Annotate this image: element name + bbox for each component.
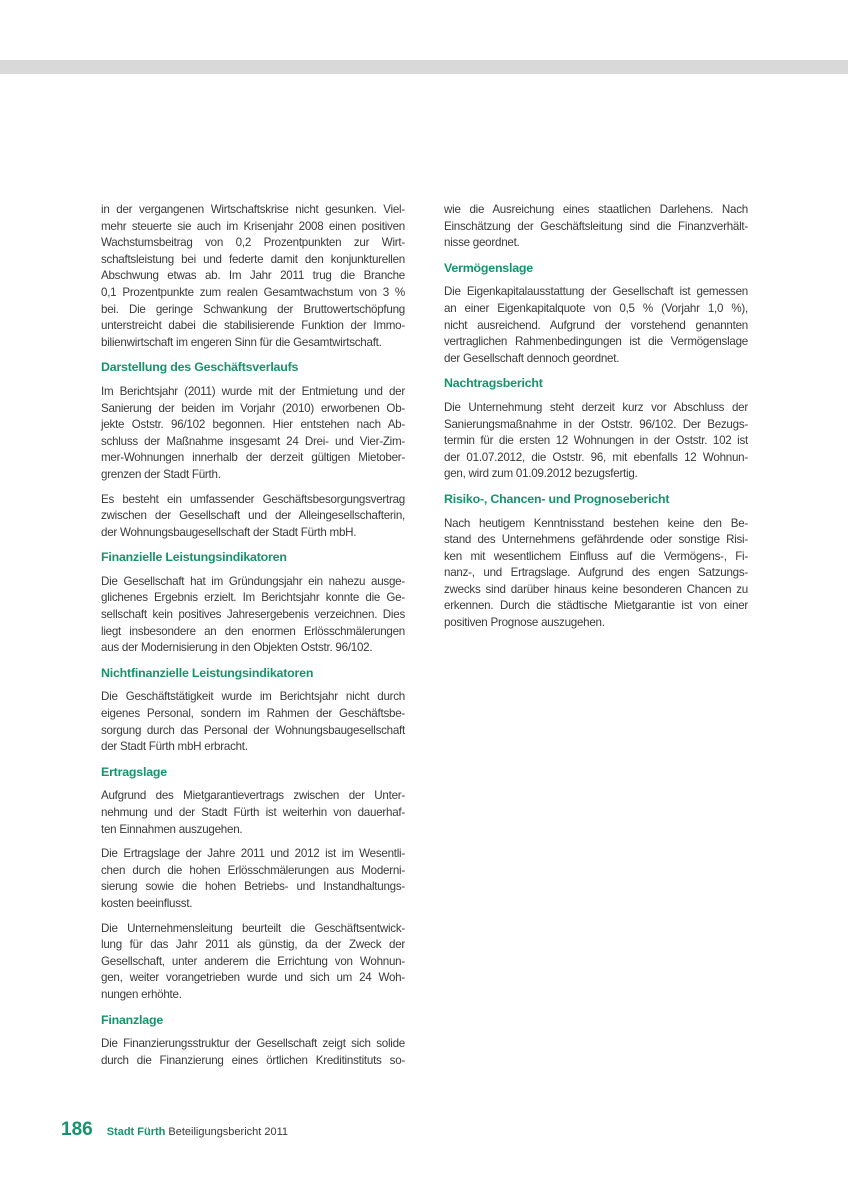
text-line: Die Geschäftstätigkeit wurde im Berichtsjahr nicht durch xyxy=(101,690,405,704)
footer-brand: Stadt Fürth xyxy=(106,1126,166,1138)
section-heading: Vermögenslage xyxy=(444,260,533,275)
text-line: Nach heutigem Kenntnisstand bestehen keine den Be- xyxy=(444,516,748,530)
text-line: Die Finanzierungsstruktur der Gesellschaft zeigt sich solide xyxy=(101,1037,405,1051)
text-line: gen, wird zum 01.09.2012 bezugsfertig. xyxy=(444,467,638,481)
text-line: sorgung durch das Personal der Wohnungsbaugesellschaft xyxy=(101,723,405,737)
text-line: termin für die ersten 12 Wohnungen in der Oststr. 102 ist xyxy=(444,434,748,448)
text-line: jekte Oststr. 96/102 begonnen. Hier entstehen nach Ab- xyxy=(101,418,405,432)
section-heading: Darstellung des Geschäftsverlaufs xyxy=(101,360,299,375)
text-line: eigenes Personal, sondern im Rahmen der Geschäftsbe- xyxy=(101,707,405,721)
text-line: ten Einnahmen auszugehen. xyxy=(101,822,243,836)
text-line: lung für das Jahr 2011 als günstig, da der Zweck der xyxy=(101,938,405,952)
text-line: der Stadt Fürth mbH erbracht. xyxy=(101,740,248,754)
header-bar xyxy=(0,60,848,74)
paragraph xyxy=(101,846,405,912)
text-line: Die Unternehmung steht derzeit kurz vor Abschluss der xyxy=(444,400,748,414)
footer-caption xyxy=(107,1122,288,1140)
section-heading: Finanzlage xyxy=(101,1012,164,1027)
text-line: schaftsleistung bei und federte damit den konjunkturellen xyxy=(101,252,405,266)
text-line: positiven Prognose auszugehen. xyxy=(444,616,605,630)
section-heading: Ertragslage xyxy=(101,764,167,779)
text-column-right xyxy=(444,202,748,640)
text-line: Die Eigenkapitalausstattung der Gesellschaft ist gemessen xyxy=(444,285,748,299)
text-line: bei. Die geringe Schwankung der Bruttowertschöpfung xyxy=(101,302,405,316)
paragraph xyxy=(101,788,405,838)
text-line: chen durch die hohen Erlösschmälerungen aus Moderni- xyxy=(101,863,405,877)
text-line: zwecks sind darüber hinaus keine besonderen Chancen zu xyxy=(444,582,748,596)
paragraph xyxy=(101,384,405,484)
page-footer xyxy=(61,1119,288,1141)
text-line: Gesellschaft, unter anderem die Errichtung von Wohnun- xyxy=(101,954,405,968)
text-line: Einschätzung der Geschäftsleitung sind die Finanzverhält- xyxy=(444,219,748,233)
text-line: Sanierung der beiden im Vorjahr (2010) erworbenen Ob- xyxy=(101,401,405,415)
text-line: kosten beeinflusst. xyxy=(101,896,193,910)
text-line: ken mit wesentlichem Einfluss auf die Vermögens-, Fi- xyxy=(444,549,748,563)
text-line: Aufgrund des Mietgarantievertrags zwischen der Unter- xyxy=(101,789,405,803)
text-line: Es besteht ein umfassender Geschäftsbesorgungsvertrag xyxy=(101,492,405,506)
text-line: in der vergangenen Wirtschaftskrise nicht gesunken. Viel- xyxy=(101,203,405,216)
paragraph xyxy=(101,921,405,1004)
section-heading: Finanzielle Leistungsindikatoren xyxy=(101,550,287,565)
section-heading: Risiko-, Chancen- und Prognosebericht xyxy=(444,491,670,506)
text-line: glichenes Ergebnis erzielt. Im Berichtsjahr konnte die Ge- xyxy=(101,591,405,605)
text-line: durch die Finanzierung eines örtlichen Kreditinstituts so- xyxy=(101,1053,405,1067)
text-line: stand des Unternehmens gefährdende oder sonstige Risi- xyxy=(444,533,748,547)
text-line: nanz-, und Ertragslage. Aufgrund des engen Satzungs- xyxy=(444,566,748,580)
text-line: der Gesellschaft dennoch geordnet. xyxy=(444,351,620,365)
text-column-left xyxy=(101,202,405,1077)
page-number: 186 xyxy=(61,1119,93,1140)
paragraph xyxy=(101,574,405,657)
text-line: zwischen der Gesellschaft und der Alleingesellschafterin, xyxy=(101,509,405,523)
paragraph xyxy=(444,202,748,252)
paragraph xyxy=(444,284,748,367)
text-line: nisse geordnet. xyxy=(444,236,520,250)
text-line: Die Ertragslage der Jahre 2011 und 2012 ist im Wesentli- xyxy=(101,847,405,861)
text-line: Die Unternehmensleitung beurteilt die Geschäftsentwick- xyxy=(101,921,405,935)
footer-title: Beteiligungsbericht 2011 xyxy=(168,1126,289,1138)
text-line: an einer Eigenkapitalquote von 0,5 % (Vorjahr 1,0 %), xyxy=(444,301,748,315)
text-line: wie die Ausreichung eines staatlichen Darlehens. Nach xyxy=(444,203,748,216)
text-line: schluss der Maßnahme insgesamt 24 Drei- und Vier-Zim- xyxy=(101,434,405,448)
text-line: gen, weiter vorangetrieben wurde und sich um 24 Woh- xyxy=(101,971,405,985)
text-line: bilienwirtschaft im engeren Sinn für die Gesamtwirtschaft. xyxy=(101,335,382,349)
paragraph xyxy=(101,689,405,755)
paragraph xyxy=(101,202,405,351)
text-line: sellschaft kein positives Jahresergebenis verzeichnen. Dies xyxy=(101,608,405,622)
text-line: unterstreicht dabei die stabilisierende Funktion der Immo- xyxy=(101,319,405,333)
section-heading: Nachtragsbericht xyxy=(444,376,543,391)
text-line: Die Gesellschaft hat im Gründungsjahr ein nahezu ausge- xyxy=(101,574,405,588)
text-line: 0,1 Prozentpunkte zum realen Gesamtwachstum von 3 % xyxy=(101,285,405,299)
paragraph xyxy=(444,516,748,632)
text-line: der 01.07.2012, die Oststr. 96, mit ebenfalls 12 Wohnun- xyxy=(444,450,748,464)
text-line: Wachstumsbeitrag von 0,2 Prozentpunkten zur Wirt- xyxy=(101,236,405,250)
text-line: vertraglichen Rahmenbedingungen ist die Vermögenslage xyxy=(444,335,748,349)
text-line: erkennen. Durch die städtische Mietgarantie ist von einer xyxy=(444,599,748,613)
section-heading: Nichtfinanzielle Leistungsindikatoren xyxy=(101,665,314,680)
text-line: grenzen der Stadt Fürth. xyxy=(101,467,221,481)
text-line: aus der Modernisierung in den Objekten Oststr. 96/102. xyxy=(101,641,373,655)
text-line: mehr steuerte sie auch im Krisenjahr 2008 einen positiven xyxy=(101,219,405,233)
text-line: Sanierungsmaßnahme in der Oststr. 96/102. Der Bezugs- xyxy=(444,417,748,431)
text-line: nungen erhöhte. xyxy=(101,987,182,1001)
paragraph xyxy=(101,492,405,542)
paragraph xyxy=(444,400,748,483)
text-line: sierung sowie die hohen Betriebs- und Instandhaltungs- xyxy=(101,880,405,894)
text-line: liegt insbesondere an den enormen Erlösschmälerungen xyxy=(101,624,405,638)
paragraph xyxy=(101,1036,405,1069)
text-line: mer-Wohnungen innerhalb der derzeit gültigen Mietober- xyxy=(101,451,405,465)
text-line: Abschwung etwas ab. Im Jahr 2011 trug die Branche xyxy=(101,269,405,283)
text-line: nicht ausreichend. Aufgrund der vorstehend genannten xyxy=(444,318,748,332)
text-line: der Wohnungsbaugesellschaft der Stadt Fürth mbH. xyxy=(101,525,357,539)
text-line: Im Berichtsjahr (2011) wurde mit der Entmietung und der xyxy=(101,384,405,398)
text-line: nehmung und der Stadt Fürth ist weiterhin von dauerhaf- xyxy=(101,806,405,819)
